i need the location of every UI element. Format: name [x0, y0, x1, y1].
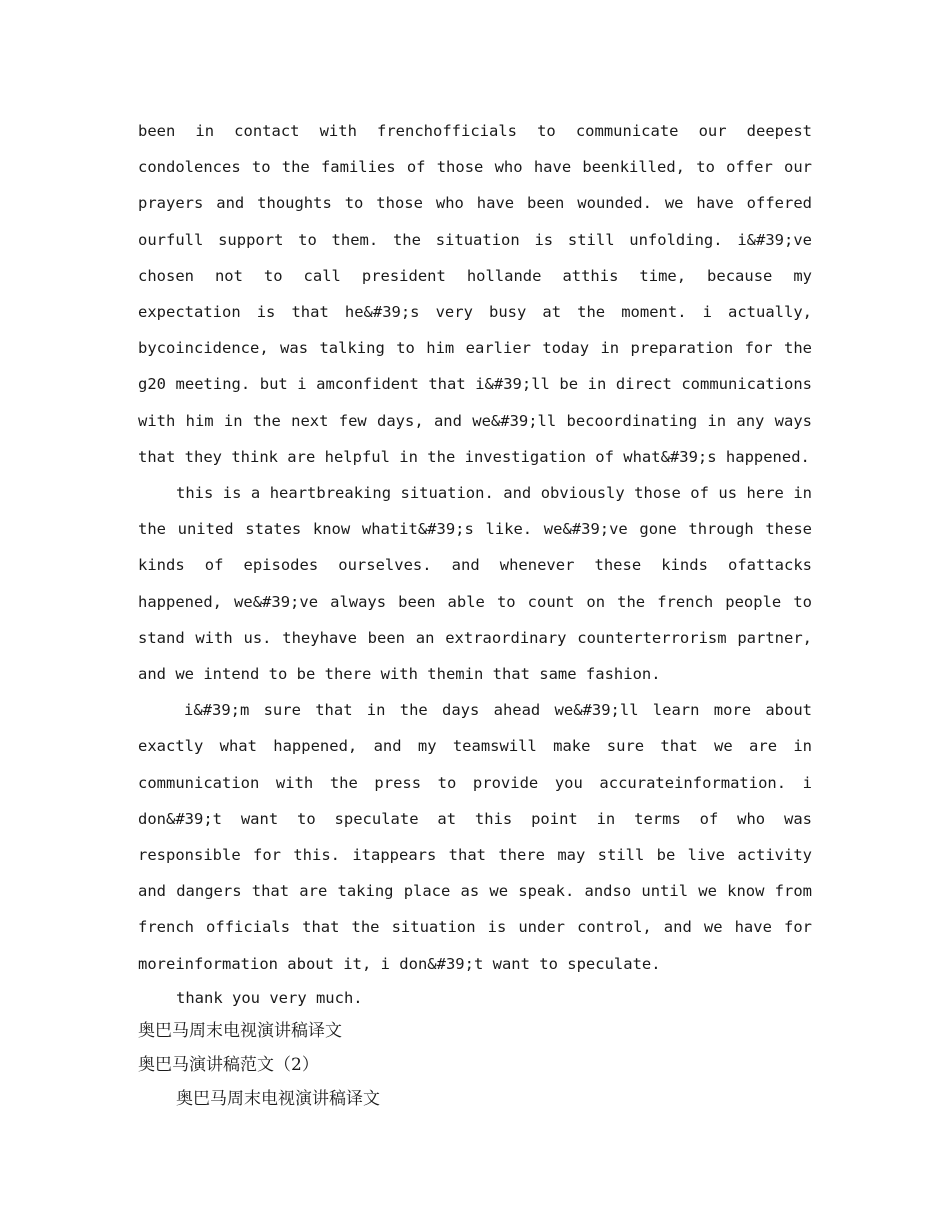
document-body [138, 113, 812, 1116]
related-title-1: 奥巴马周末电视演讲稿译文 [138, 1020, 342, 1041]
speech-paragraph-2: this is a heartbreaking situation. and obviously those of us here in the united states know whatit&#39;s like. we&#39;ve gone through these kinds of episodes ourselves. and whenever these kinds ofattacks happened, we&#39;ve always been able to count on the french people to stand with us. theyhave been an extraordinary counterterrorism partner, and we intend to be there with themin that same fashion. [138, 484, 812, 684]
speech-paragraph-1: been in contact with frenchofficials to communicate our deepest condolences to the families of those who have beenkilled, to offer our prayers and thoughts to those who have been wounded. we have offered ourfull support to them. the situation is still unfolding. i&#39;ve chosen not to call president hollande atthis time, because my expectation is that he&#39;s very busy at the moment. i actually, bycoincidence, was talking to him earlier today in preparation for the g20 meeting. but i amconfident that i&#39;ll be in direct communications with him in the next few days, and we&#39;ll becoordinating in any ways that they think are helpful in the investigation of what&#39;s happened. [138, 122, 812, 466]
related-title-2: 奥巴马演讲稿范文（2） [138, 1054, 319, 1075]
closing-line: thank you very much. [176, 988, 363, 1007]
related-title-3: 奥巴马周末电视演讲稿译文 [176, 1088, 380, 1109]
speech-paragraph-3: i&#39;m sure that in the days ahead we&#39;ll learn more about exactly what happened, and my teamswill make sure that we are in communication with the press to provide you accurateinformation. i don&#39;t want to speculate at this point in terms of who was responsible for this. itappears that there may still be live activity and dangers that are taking place as we speak. andso until we know from french officials that the situation is under control, and we have for moreinformation about it, i don&#39;t want to speculate. [138, 701, 812, 973]
